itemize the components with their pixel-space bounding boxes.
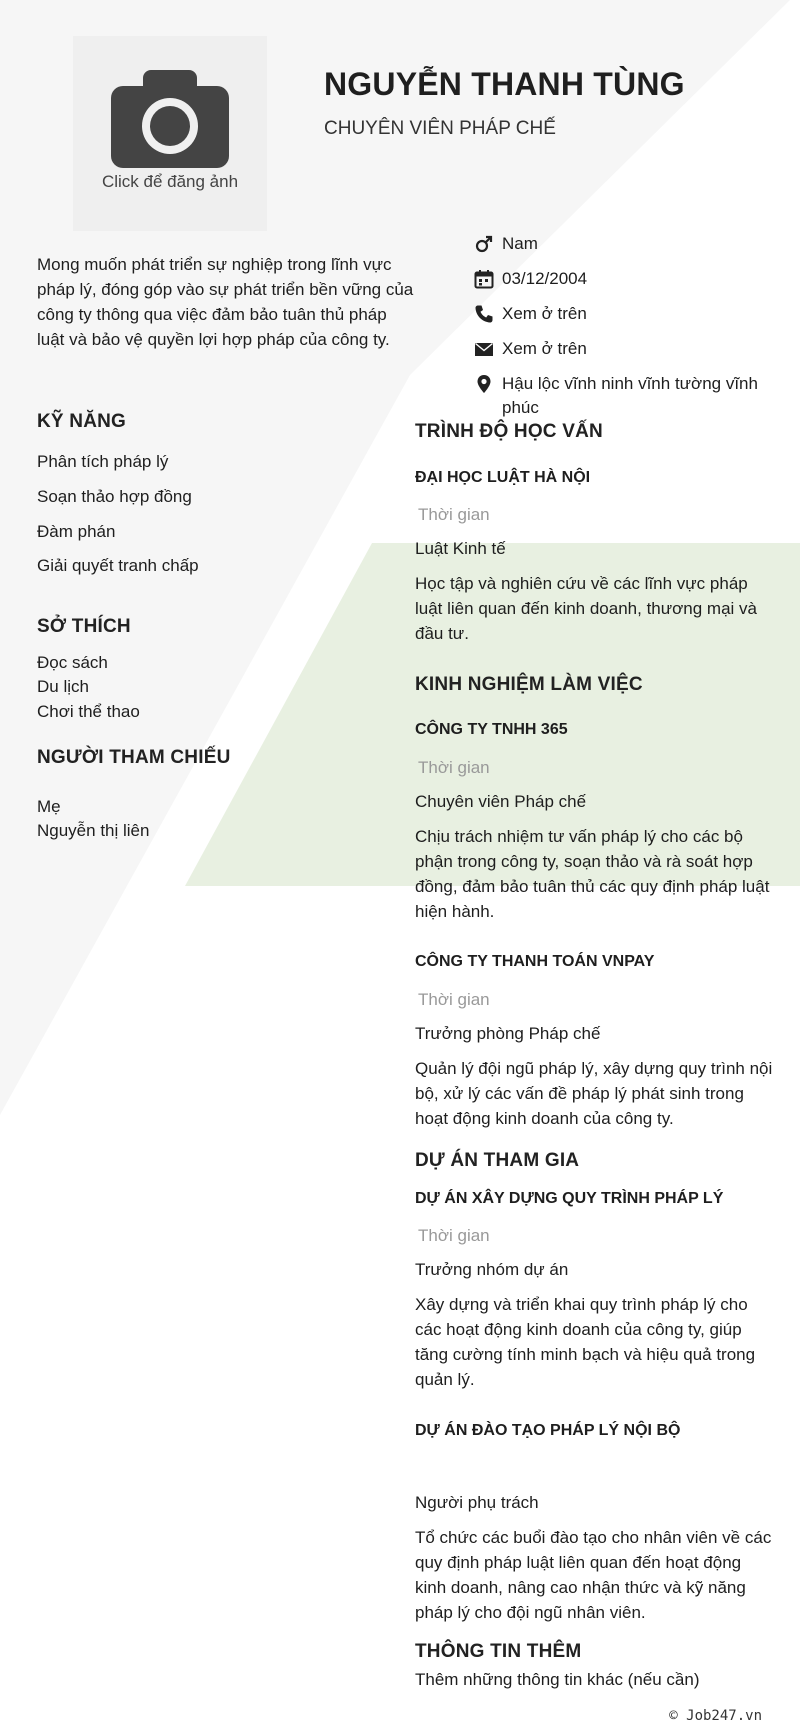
experience-company: CÔNG TY TNHH 365: [415, 721, 568, 738]
address-value: Hậu lộc vĩnh ninh vĩnh tường vĩnh phúc: [502, 374, 758, 417]
gender-icon: [474, 234, 494, 254]
experience-company: CÔNG TY THANH TOÁN VNPAY: [415, 953, 655, 970]
extra-info-text: Thêm những thông tin khác (nếu cần): [415, 1670, 700, 1689]
experience-time: Thời gian: [418, 990, 490, 1009]
experience-description: Chịu trách nhiệm tư vấn pháp lý cho các bộ phận trong công ty, soạn thảo và rà soát hợp đồng, đảm bảo tuân thủ các quy định pháp luật hiện hành.: [415, 827, 770, 921]
reference-item: Mẹ: [37, 797, 61, 816]
phone-value: Xem ở trên: [502, 304, 587, 323]
project-description: Tổ chức các buổi đào tạo cho nhân viên về các quy định pháp luật liên quan đến hoạt động kinh doanh, nâng cao nhận thức và kỹ năng pháp lý cho đội ngũ nhân viên.: [415, 1528, 772, 1622]
project-name: DỰ ÁN ĐÀO TẠO PHÁP LÝ NỘI BỘ: [415, 1422, 681, 1439]
location-pin-icon: [474, 374, 494, 394]
experience-description: Quản lý đội ngũ pháp lý, xây dựng quy trình nội bộ, xử lý các vấn đề pháp lý phát sinh trong hoạt động kinh doanh của công ty.: [415, 1059, 773, 1128]
skills-heading: KỸ NĂNG: [37, 411, 127, 432]
birthday-value: 03/12/2004: [502, 269, 588, 288]
education-time: Thời gian: [418, 505, 490, 524]
project-name: DỰ ÁN XÂY DỰNG QUY TRÌNH PHÁP LÝ: [415, 1190, 724, 1207]
hobby-item: Đọc sách: [37, 653, 108, 672]
reference-item: Nguyễn thị liên: [37, 821, 150, 840]
photo-placeholder[interactable]: [73, 36, 267, 231]
education-description: Học tập và nghiên cứu về các lĩnh vực pháp luật liên quan đến kinh doanh, thương mại và đầu tư.: [415, 574, 757, 643]
project-role: Người phụ trách: [415, 1493, 539, 1512]
calendar-icon: [474, 269, 494, 289]
hobby-item: Du lịch: [37, 677, 89, 696]
hobbies-heading: SỞ THÍCH: [37, 616, 131, 637]
hobby-item: Chơi thể thao: [37, 702, 140, 721]
skill-item: Giải quyết tranh chấp: [37, 556, 199, 575]
education-school: ĐẠI HỌC LUẬT HÀ NỘI: [415, 469, 591, 486]
camera-icon: [111, 64, 229, 168]
project-role: Trưởng nhóm dự án: [415, 1260, 569, 1279]
experience-time: Thời gian: [418, 758, 490, 777]
projects-heading: DỰ ÁN THAM GIA: [415, 1150, 580, 1171]
footer-copyright: © Job247.vn: [669, 1708, 762, 1724]
experience-position: Chuyên viên Pháp chế: [415, 792, 587, 811]
extra-info-heading: THÔNG TIN THÊM: [415, 1641, 582, 1662]
gender-value: Nam: [502, 234, 538, 253]
experience-heading: KINH NGHIỆM LÀM VIỆC: [415, 674, 643, 695]
candidate-title: CHUYÊN VIÊN PHÁP CHẾ: [324, 118, 556, 139]
email-value: Xem ở trên: [502, 339, 587, 358]
email-icon: [474, 339, 494, 359]
photo-upload-label: Click để đăng ảnh: [101, 172, 239, 191]
education-major: Luật Kinh tế: [415, 539, 506, 558]
education-heading: TRÌNH ĐỘ HỌC VẤN: [415, 421, 603, 442]
experience-position: Trưởng phòng Pháp chế: [415, 1024, 601, 1043]
skill-item: Soạn thảo hợp đồng: [37, 487, 192, 506]
project-description: Xây dựng và triển khai quy trình pháp lý cho các hoạt động kinh doanh của công ty, giúp tăng cường tính minh bạch và hiệu quả trong quản lý.: [415, 1295, 756, 1389]
project-time: Thời gian: [418, 1226, 490, 1245]
skill-item: Đàm phán: [37, 522, 116, 541]
career-objective: Mong muốn phát triển sự nghiệp trong lĩnh vực pháp lý, đóng góp vào sự phát triển bền vững của công ty thông qua việc đảm bảo tuân thủ pháp luật và bảo vệ quyền lợi hợp pháp của công ty.: [37, 255, 414, 349]
references-heading: NGƯỜI THAM CHIẾU: [37, 747, 231, 768]
phone-icon: [474, 304, 494, 324]
skill-item: Phân tích pháp lý: [37, 452, 169, 471]
candidate-name: NGUYỄN THANH TÙNG: [324, 66, 685, 102]
